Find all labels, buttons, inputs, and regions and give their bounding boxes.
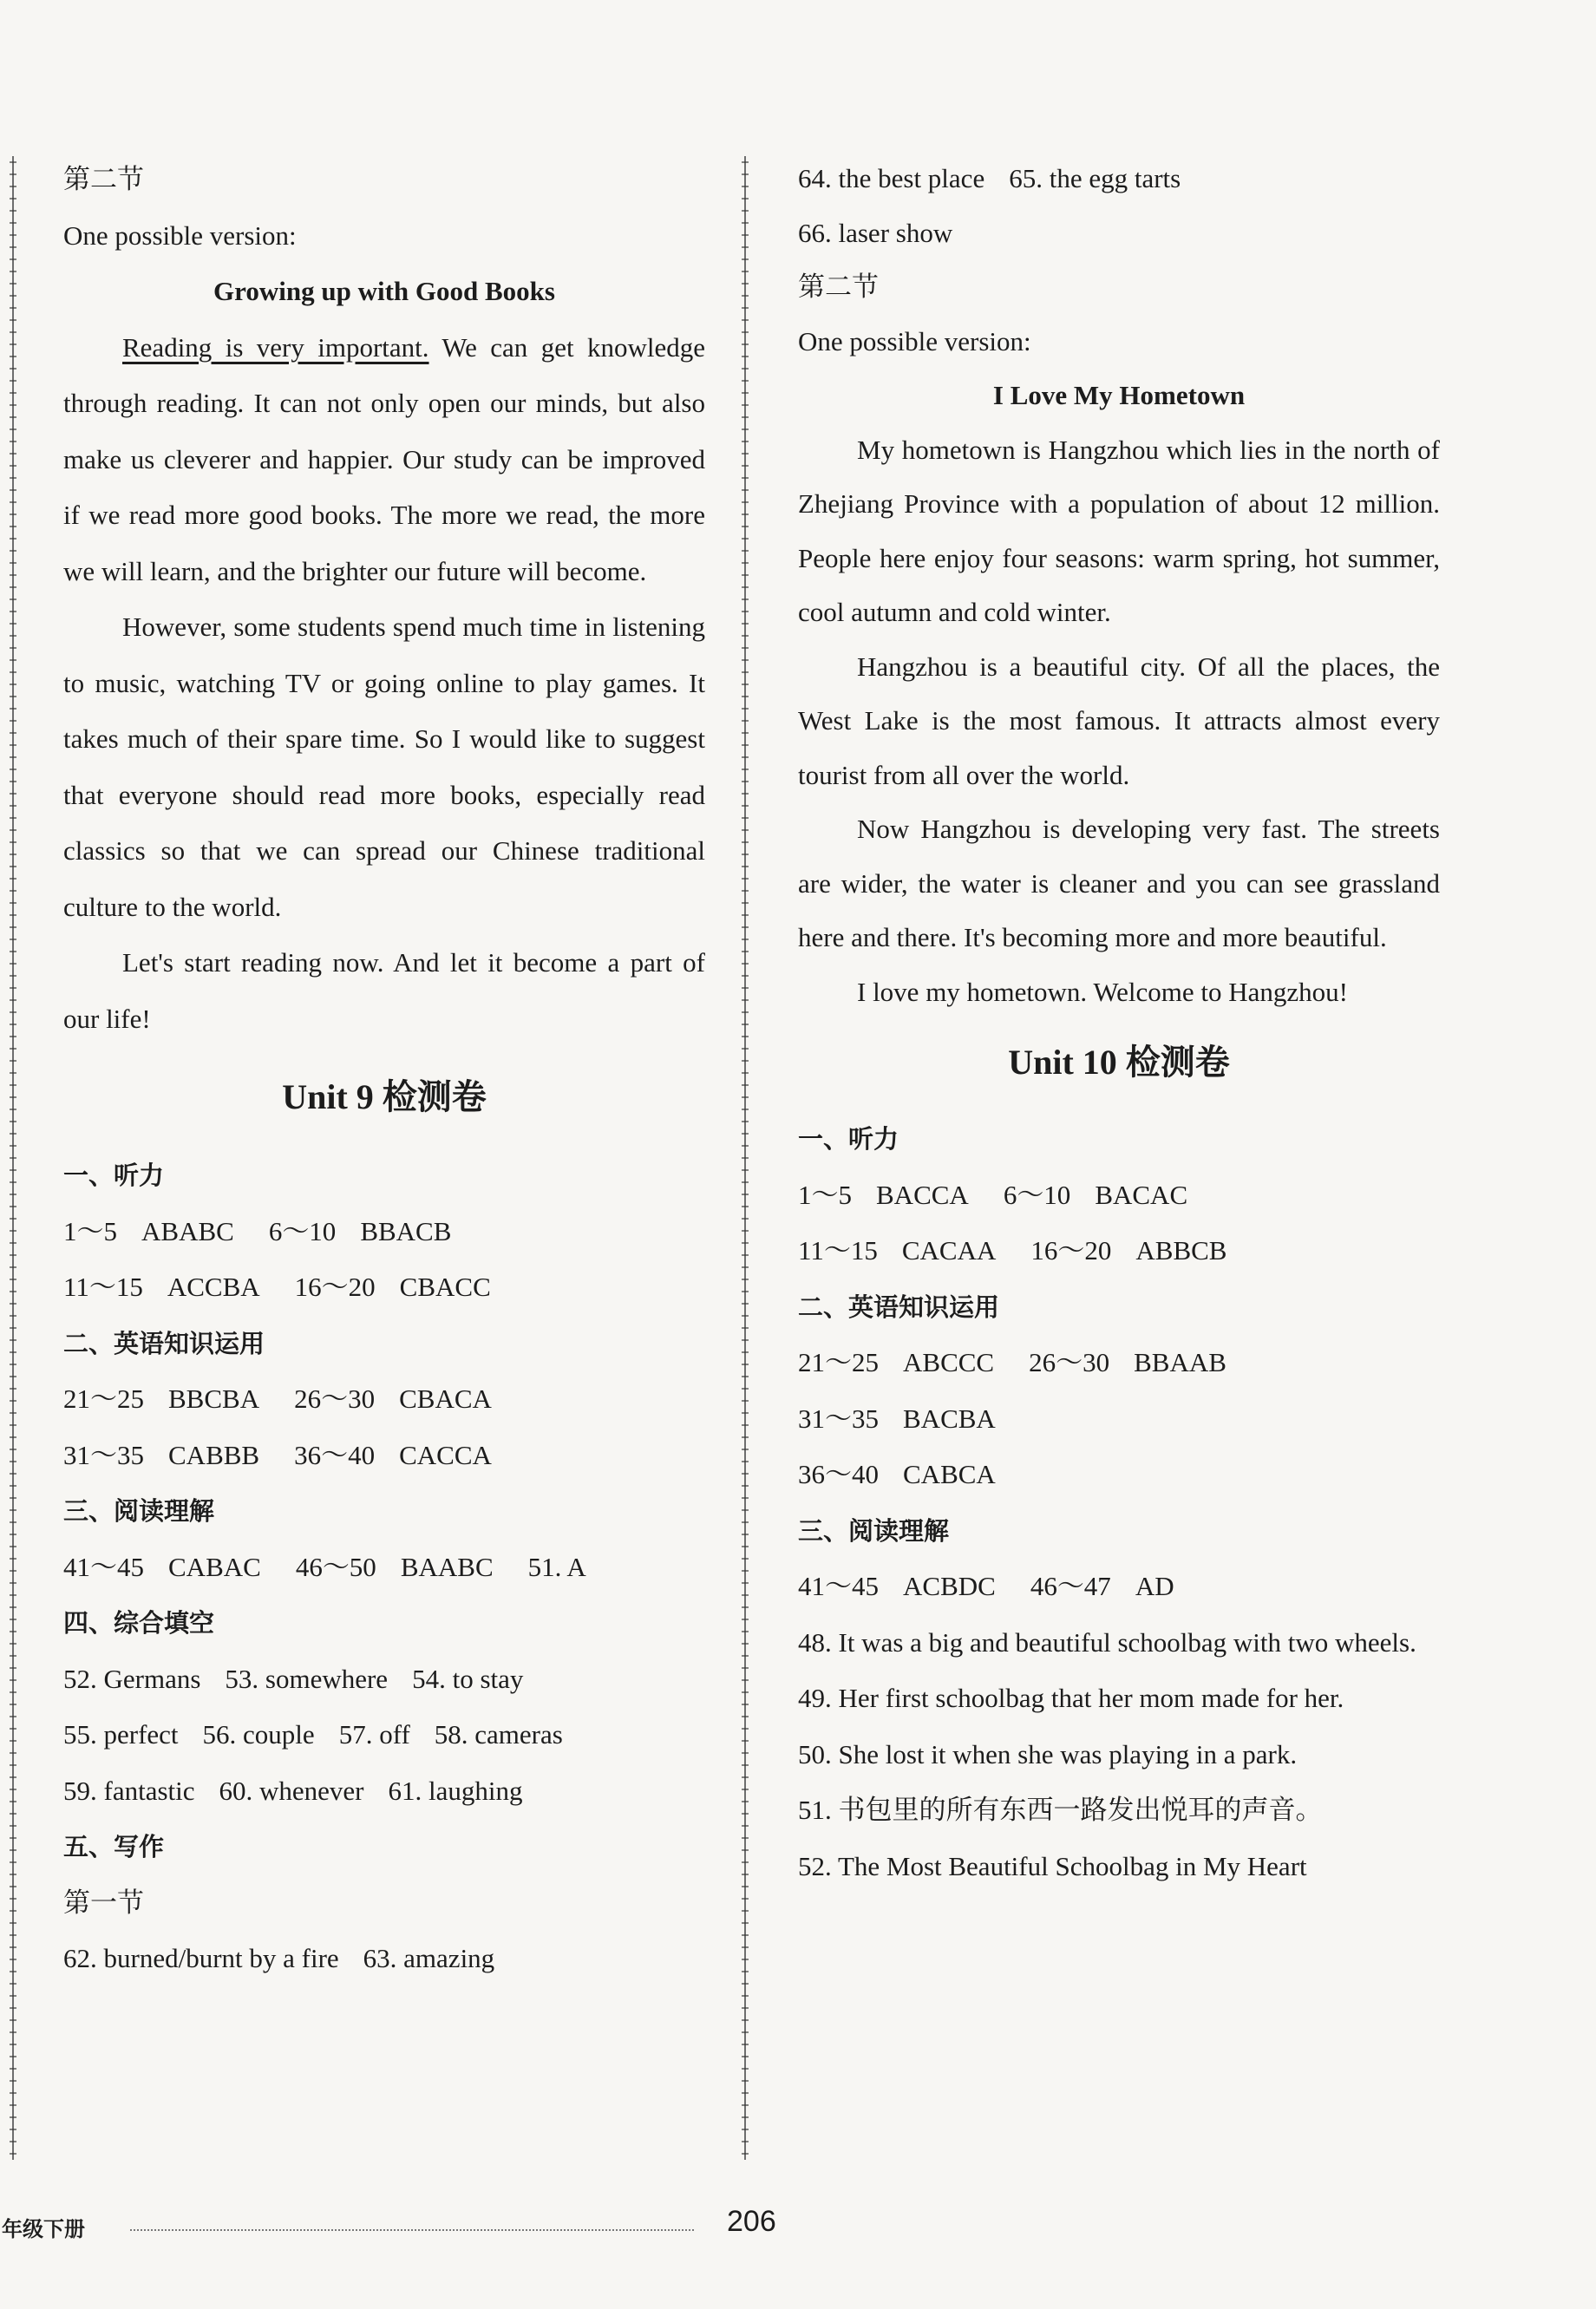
page-number: 206 [727,2205,776,2238]
right-column [798,152,1440,1894]
answer-row: 11～15 ACCBA 16～20 CBACC [63,1272,491,1302]
essay-title: I Love My Hometown [992,380,1246,410]
answer-row: 31～35 BACBA [798,1403,996,1434]
essay-paragraph-2: Hangzhou is a beautiful city. Of all the places, the West Lake is the most famous. It attracts almost every tourist from all over the world. [798,651,1440,790]
section-language-use: 二、英语知识运用 [798,1292,1000,1322]
answer-row: 1～5 BACCA 6～10 BACAC [798,1179,1188,1210]
essay-paragraph-1: My hometown is Hangzhou which lies in the north of Zhejiang Province with a population of about 12 million. People here enjoy four seasons: warm spring, hot summer, cool autumn and cold winter. [798,434,1440,627]
unit-10-title: Unit 10 检测卷 [1008,1043,1230,1082]
grade-label: 年级下册 [2,2217,85,2241]
answer-row: 21～25 BBCBA 26～30 CBACA [63,1383,492,1414]
section-label: 第二节 [63,164,144,194]
answer-51: 51. 书包里的所有东西一路发出悦耳的声音。 [798,1795,1323,1825]
section-label: 第二节 [798,271,879,302]
section-writing: 五、写作 [63,1832,165,1861]
answer-row: 55. perfect 56. couple 57. off 58. cameras [63,1719,563,1750]
left-column [63,152,705,1987]
essay-paragraph-3: Now Hangzhou is developing very fast. The streets are wider, the water is cleaner and you can see grassland here and there. It's becoming more and more beautiful. [798,814,1440,952]
left-margin-rule [7,156,19,2160]
answer-50: 50. She lost it when she was playing in a park. [798,1738,1298,1769]
section-cloze: 四、综合填空 [63,1608,215,1638]
answer-row: 41～45 CABAC 46～50 BAABC 51. A [63,1551,586,1582]
answer-row: 62. burned/burnt by a fire 63. amazing [63,1943,495,1973]
column-separator-rule [739,156,751,2160]
answer-row: 31～35 CABBB 36～40 CACCA [63,1439,492,1470]
page-footer [0,2203,1596,2247]
answer-row: 36～40 CABCA [798,1459,996,1489]
possible-version-label: One possible version: [798,325,1031,356]
answer-row: 11～15 CACAA 16～20 ABBCB [798,1235,1227,1266]
section-listening: 一、听力 [63,1161,165,1190]
essay-paragraph-2: However, some students spend much time in listening to music, watching TV or going online to play games. It takes much of their spare time. So I would like to suggest that everyone should read more books, especially read classics so that we can spread our Chinese traditional culture to the world. [63,612,705,922]
answer-49: 49. Her first schoolbag that her mom made for her. [798,1683,1344,1713]
answer-row: 1～5 ABABC 6～10 BBACB [63,1215,452,1246]
answer-row: 21～25 ABCCC 26～30 BBAAB [798,1347,1226,1377]
answer-row: 41～45 ACBDC 46～47 AD [798,1571,1174,1601]
answer-52: 52. The Most Beautiful Schoolbag in My Heart [798,1850,1307,1881]
section-reading: 三、阅读理解 [63,1496,215,1526]
answer-row: 59. fantastic 60. whenever 61. laughing [63,1775,523,1806]
essay-paragraph-3: Let's start reading now. And let it become a part of our life! [63,947,705,1034]
unit-9-title: Unit 9 检测卷 [282,1077,487,1116]
possible-version-label: One possible version: [63,219,297,251]
essay-paragraph-4: I love my hometown. Welcome to Hangzhou! [857,976,1348,1007]
section-listening: 一、听力 [798,1124,899,1154]
answer-48: 48. It was a big and beautiful schoolbag with two wheels. [798,1626,1416,1658]
essay-title: Growing up with Good Books [213,276,555,306]
footer-dotted-rule [130,2229,694,2231]
underlined-topic-sentence: Reading is very important. [122,331,429,363]
section-label: 第一节 [63,1887,144,1918]
answer-row: 64. the best place 65. the egg tarts [798,163,1181,193]
section-reading: 三、阅读理解 [798,1515,950,1546]
essay-paragraph-1: Reading is very important. We can get knowledge through reading. It can not only open our minds, but also make us cleverer and happier. Our study can be improved if we read more good books. The more we read, the more we will learn, and the brighter our future will become. [63,331,705,586]
answer-row: 52. Germans 53. somewhere 54. to stay [63,1663,524,1694]
answer-row: 66. laser show [798,217,953,248]
section-language-use: 二、英语知识运用 [63,1328,265,1358]
